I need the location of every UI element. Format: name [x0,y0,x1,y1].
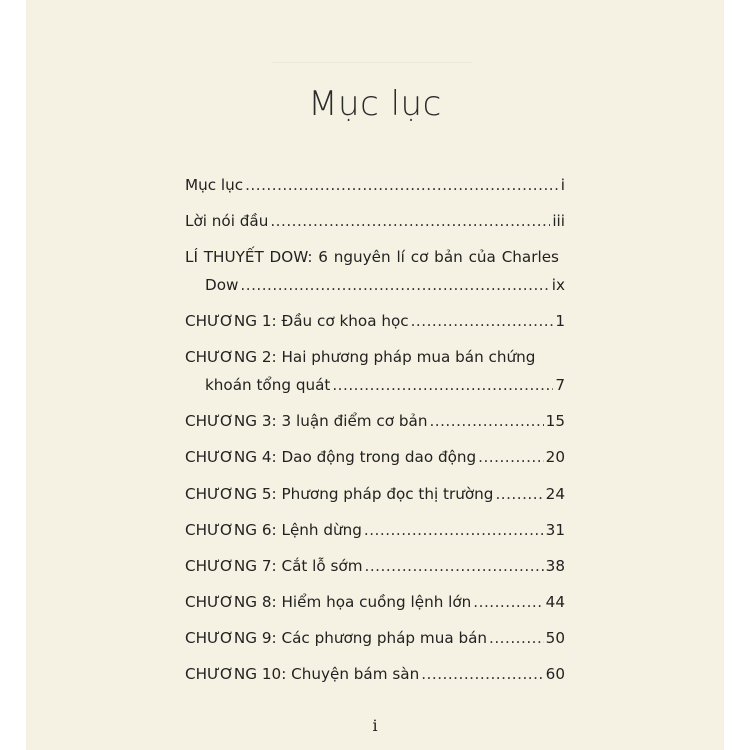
toc-entry-continuation[interactable] [205,376,565,400]
toc-entry-page: 24 [545,485,565,503]
toc-leader-dots [473,593,543,611]
toc-leader-dots [411,312,554,330]
toc-entry-label: Mục lục [185,176,244,194]
toc-entry-page: 50 [545,629,565,647]
toc-entry-label: CHƯƠNG 8: Hiểm họa cuồng lệnh lớn [185,593,472,611]
toc-entry-page: 60 [545,665,565,683]
toc-entry-label: CHƯƠNG 1: Đầu cơ khoa học [185,312,409,330]
toc-entry-page: 31 [545,521,565,539]
toc-entry[interactable] [185,348,565,372]
toc-leader-dots [478,448,544,466]
toc-leader-dots [489,629,544,647]
toc-entry-continuation[interactable] [205,276,565,300]
toc-leader-dots [270,212,550,230]
toc-entry[interactable] [185,312,565,336]
toc-entry-page: 38 [545,557,565,575]
toc-entry[interactable] [185,593,565,617]
toc-entry-label: CHƯƠNG 9: Các phương pháp mua bán [185,629,488,647]
toc-entry-label: CHƯƠNG 6: Lệnh dừng [185,521,362,539]
toc-entry-label: khoán tổng quát [205,376,331,394]
toc-leader-dots [429,412,543,430]
toc-entry-page: i [560,176,565,194]
toc-entry-label: LÍ THUYẾT DOW: 6 nguyên lí cơ bản của Charles [185,248,559,266]
toc-entry-label: CHƯƠNG 10: Chuyện bám sàn [185,665,420,683]
toc-leader-dots [332,376,553,394]
toc-entry-label: CHƯƠNG 3: 3 luận điểm cơ bản [185,412,428,430]
toc-entry[interactable] [185,248,565,272]
toc-entry[interactable] [185,557,565,581]
toc-entry-page: 20 [545,448,565,466]
toc-entry[interactable] [185,485,565,509]
toc-leader-dots [495,485,543,503]
toc-entry-page: 1 [555,312,565,330]
toc-entry[interactable] [185,665,565,689]
toc-leader-dots [240,276,549,294]
toc-entry[interactable] [185,176,565,200]
toc-entry-label: CHƯƠNG 5: Phương pháp đọc thị trường [185,485,494,503]
toc-entry-label: CHƯƠNG 7: Cắt lỗ sớm [185,557,363,575]
bleed-through-mark [272,62,472,71]
toc-entry[interactable] [185,212,565,236]
toc-entry-label: CHƯƠNG 2: Hai phương pháp mua bán chứng [185,348,536,366]
toc-entry-label: Dow [205,276,239,294]
toc-leader-dots [245,176,559,194]
toc-entry[interactable] [185,629,565,653]
toc-entry-page: 7 [555,376,565,394]
toc-entry[interactable] [185,412,565,436]
toc-entry-page: ix [551,276,565,294]
toc-leader-dots [365,557,544,575]
toc-leader-dots [421,665,543,683]
toc-leader-dots [364,521,544,539]
page-number: i [372,716,378,735]
toc-entry-page: iii [552,212,565,230]
toc-entry-label: Lời nói đầu [185,212,269,230]
toc-entry[interactable] [185,448,565,472]
page-title: Mục lục [308,84,442,124]
toc-entry-page: 44 [545,593,565,611]
toc-entry-page: 15 [545,412,565,430]
toc-entry-label: CHƯƠNG 4: Dao động trong dao động [185,448,477,466]
toc-entry[interactable] [185,521,565,545]
